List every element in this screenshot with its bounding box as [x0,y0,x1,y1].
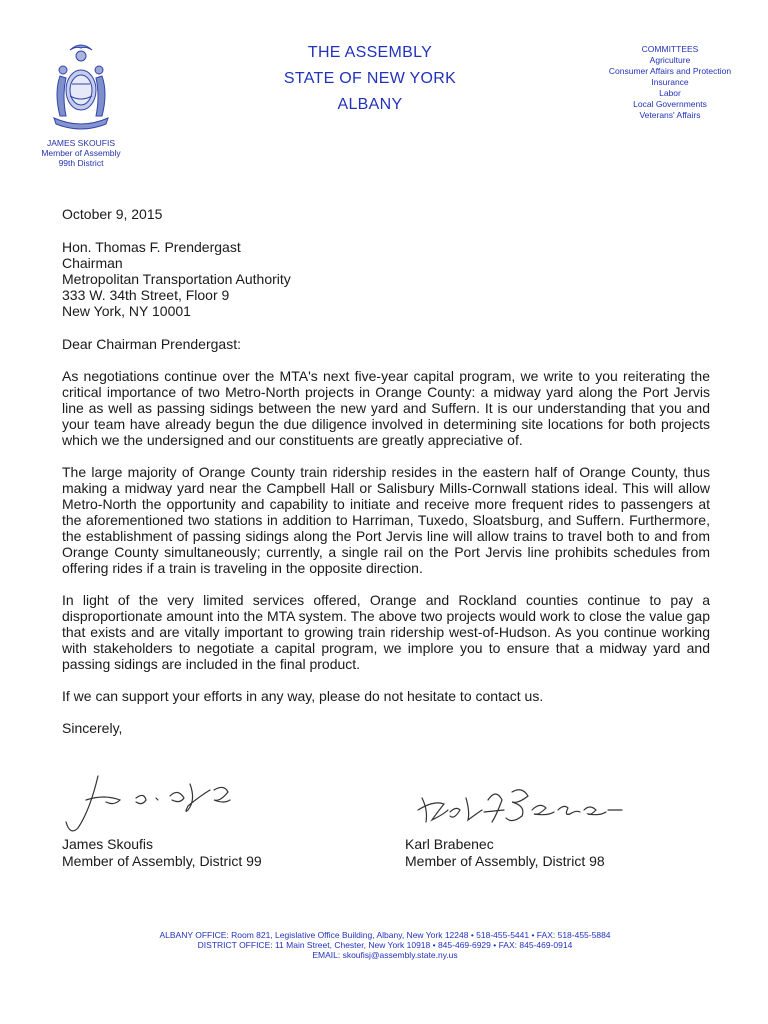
assembly-line-1: THE ASSEMBLY [307,44,433,61]
signatory-name: James Skoufis [62,836,154,852]
signature-karl-brabenec [404,770,704,840]
recipient-line: 333 W. 34th Street, Floor 9 [62,287,230,303]
member-info [20,138,142,168]
letter-body [62,206,710,736]
salutation: Dear Chairman Prendergast: [62,336,241,352]
committee-item: Consumer Affairs and Protection [608,66,732,76]
recipient-line: Hon. Thomas F. Prendergast [62,239,241,255]
closing: Sincerely, [62,720,123,736]
recipient-address [62,239,710,319]
recipient-line: Chairman [62,255,123,271]
signature-james-skoufis [60,770,360,840]
member-district: 99th District [58,158,104,168]
new-york-state-seal-icon [40,38,122,136]
recipient-line: New York, NY 10001 [62,303,191,319]
member-name: JAMES SKOUFIS [46,138,115,148]
committee-item: Local Governments [633,99,707,109]
committee-item: Agriculture [649,55,691,65]
signatory-name: Karl Brabenec [405,836,494,852]
letterhead-footer [100,930,670,960]
signatory-title: Member of Assembly, District 98 [405,853,605,869]
letter-date: October 9, 2015 [62,206,163,222]
body-paragraph: In light of the very limited services offered, Orange and Rockland counties continue to pay a disproportionate amount into the MTA system. The above two projects would work to close the value gap that exists and are vitally important to growing train ridership west-of-Hudson. As you continue working with stakeholders to negotiate a capital program, we implore you to ensure that a midway yard and passing sidings are included in the final product. [62,592,710,672]
district-office-line: DISTRICT OFFICE: 11 Main Street, Chester, New York 10918 • 845-469-6929 • FAX: 845-469-0914 [197,940,573,950]
committee-item: Labor [659,88,681,98]
assembly-line-3: ALBANY [337,96,403,113]
body-paragraph: As negotiations continue over the MTA's next five-year capital program, we write to you reiterating the critical importance of two Metro-North projects in Orange County: a midway yard along the Port Jervis line as well as passing sidings between the new yard and Suffern. It is our understanding that you and your team have already begun the due diligence involved in determining site locations for both projects which we the undersigned and our constituents are greatly appreciative of. [62,368,710,448]
signatory-james [62,836,262,870]
body-paragraph: The large majority of Orange County train ridership resides in the eastern half of Orange County, thus making a midway yard near the Campbell Hall or Salisbury Mills-Cornwall stations ideal. This will allow Metro-North the opportunity and capability to initiate and receive more frequent rides to passengers at the aforementioned two stations in addition to Harriman, Tuxedo, Sloatsburg, and Suffern. Furthermore, the establishment of passing sidings along the Port Jervis line will allow trains to travel both to and from Orange County simultaneously; currently, a single rail on the Port Jervis line prohibits schedules from offering rides if a train is traveling in the opposite direction. [62,464,710,576]
committee-item: Insurance [651,77,689,87]
body-paragraph: If we can support your efforts in any way, please do not hesitate to contact us. [62,688,544,704]
committees-list [580,44,760,121]
assembly-line-2: STATE OF NEW YORK [283,70,457,87]
signatory-title: Member of Assembly, District 99 [62,853,262,869]
committees-title: COMMITTEES [641,44,699,54]
signatory-karl [405,836,605,870]
assembly-heading [240,40,500,118]
member-title: Member of Assembly [41,148,121,158]
albany-office-line: ALBANY OFFICE: Room 821, Legislative Office Building, Albany, New York 12248 • 518-455-5441 • FAX: 518-455-5884 [159,930,611,940]
email-line: EMAIL: skoufisj@assembly.state.ny.us [312,950,458,960]
recipient-line: Metropolitan Transportation Authority [62,271,291,287]
committee-item: Veterans' Affairs [639,110,701,120]
